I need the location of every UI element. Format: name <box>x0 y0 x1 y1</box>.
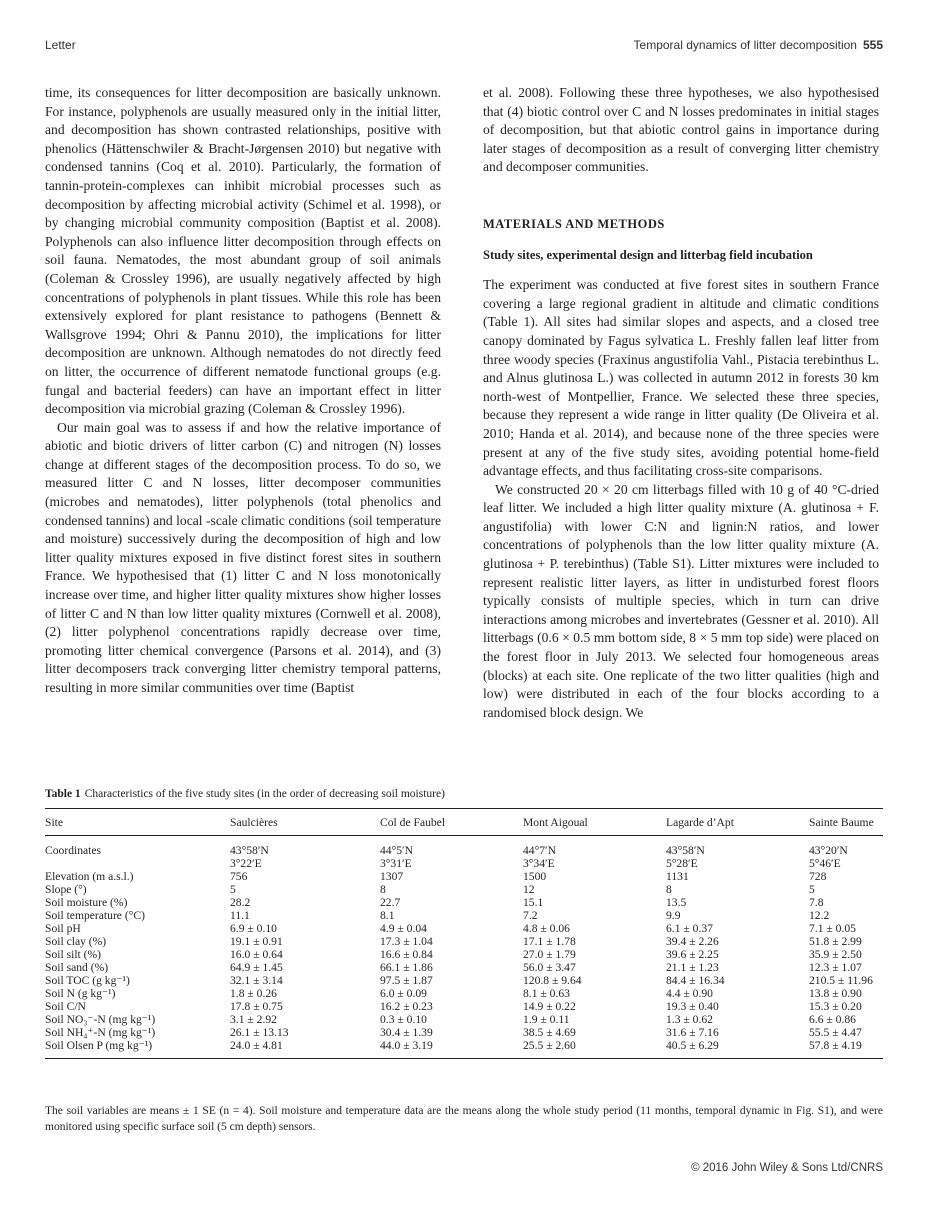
row-label: Slope (°) <box>45 883 87 896</box>
column-header: Mont Aigoual <box>523 809 666 836</box>
table-cell: 8.1 ± 0.63 <box>523 987 570 1000</box>
table-cell: 12.3 ± 1.07 <box>809 961 862 974</box>
table-cell: 44°5′N <box>380 844 413 857</box>
row-label: Elevation (m a.s.l.) <box>45 870 134 883</box>
table-cell: 56.0 ± 3.47 <box>523 961 576 974</box>
table-cell: 7.2 <box>523 909 538 922</box>
body-paragraph: The experiment was conducted at five forest sites in southern France covering a large regional gradient in altitude and climatic conditions (Table 1). All sites had similar slopes and aspects, and a closed tree canopy dominated by Fagus sylvatica L. Freshly fallen leaf litter from three woody species (Fraxinus angustifolia Vahl., Pistacia terebinthus L. and Alnus glutinosa L.) was collected in autumn 2012 in forests 30 km north-west of Montpellier, France. We selected these three species, because they represent a wide range in litter quality (De Oliveira et al. 2010; Handa et al. 2014), and because none of the three species were present at any of the five study sites, avoiding potential home-field advantage effects, and thus facilitating cross-site comparisons. <box>483 277 879 479</box>
table-cell: 31.6 ± 7.16 <box>666 1026 719 1039</box>
table-caption-text: Characteristics of the five study sites (in the order of decreasing soil moisture) <box>84 788 445 800</box>
table-cell: 6.0 ± 0.09 <box>380 987 427 1000</box>
table-row <box>45 961 883 974</box>
table-cell: 16.2 ± 0.23 <box>380 1000 433 1013</box>
table-cell: 17.3 ± 1.04 <box>380 935 433 948</box>
table-cell: 756 <box>230 870 248 883</box>
table-cell: 30.4 ± 1.39 <box>380 1026 433 1039</box>
table-cell: 57.8 ± 4.19 <box>809 1039 883 1059</box>
table-cell: 210.5 ± 11.96 <box>809 974 873 987</box>
table-cell: 26.1 ± 13.13 <box>230 1026 289 1039</box>
table-cell: 0.3 ± 0.10 <box>380 1013 427 1026</box>
table-cell: 27.0 ± 1.79 <box>523 948 576 961</box>
table-cell: 43°58′N <box>666 844 705 857</box>
journal-section-title: Temporal dynamics of litter decomposition <box>633 38 857 52</box>
table-row <box>45 909 883 922</box>
table-cell: 5°46′E <box>809 857 841 870</box>
table-row <box>45 1026 883 1039</box>
body-paragraph: time, its consequences for litter decomposition are basically unknown. For instance, polyphenols are usually measured only in the initial litter, and decomposition has shown contrasted relationships, positive with phenolics (Hättenschwiler & Bracht-Jørgensen 2010) but negative with condensed tannins (Coq et al. 2010). Particularly, the formation of tannin-protein-complexes can inhibit microbial processes such as decomposition by affecting microbial activity (Schimel et al. 1998), or by changing microbial community composition (Baptist et al. 2008). Polyphenols can also influence litter decomposition through effects on soil fauna. Nematodes, the most abundant group of soil animals (Coleman & Crossley 1996), are usually negatively affected by high concentrations of polyphenols in plant tissues. While this role has been extensively explored for plant resistance to pathogens (Bennett & Wallsgrove 1994; Ohri & Pannu 2010), the implications for litter decomposition are unknown. Although nematodes do not directly feed on litter, the occurrence of different nematode functional groups (e.g. fungal and bacterial feeders) can have an important effect in litter decomposition via microbial grazing (Coleman & Crossley 1996). <box>45 85 441 417</box>
table-cell: 17.8 ± 0.75 <box>230 1000 283 1013</box>
column-header: Lagarde d’Apt <box>666 809 809 836</box>
table-row <box>45 1013 883 1026</box>
table-cell: 1131 <box>666 870 689 883</box>
row-label: Soil silt (%) <box>45 948 102 961</box>
section-heading: MATERIALS AND METHODS <box>483 216 665 231</box>
left-column <box>45 84 441 698</box>
table-cell: 38.5 ± 4.69 <box>523 1026 576 1039</box>
table-row <box>45 987 883 1000</box>
row-label: Soil C/N <box>45 1000 86 1013</box>
body-paragraph: We constructed 20 × 20 cm litterbags filled with 10 g of 40 °C-dried leaf litter. We included a high litter quality mixture (A. glutinosa + F. angustifolia) with lower C:N and lignin:N ratios, and lower concentrations of polyphenols than the low litter quality mixture (A. glutinosa + P. terebinthus) (Table S1). Litter mixtures were included to represent realistic litter layers, as litter in undisturbed forest floors typically consists of multiple species, which in turn can drive interactions among microbes and invertebrates (Gessner et al. 2010). All litterbags (0.6 × 0.5 mm bottom side, 8 × 5 mm top side) were placed on the forest floor in July 2013. We selected four homogeneous areas (blocks) at each site. One replicate of the two litter qualities (high and low) were distributed in each of the four blocks according to a randomised block design. We <box>483 481 879 720</box>
table-row <box>45 883 883 896</box>
table-row <box>45 896 883 909</box>
table-cell: 39.4 ± 2.26 <box>666 935 719 948</box>
table-row <box>45 870 883 883</box>
table-cell: 25.5 ± 2.60 <box>523 1039 666 1059</box>
table-cell: 6.1 ± 0.37 <box>666 922 713 935</box>
table-cell: 1307 <box>380 870 404 883</box>
right-column <box>483 84 879 722</box>
table-row <box>45 1000 883 1013</box>
table-cell: 55.5 ± 4.47 <box>809 1026 862 1039</box>
table-cell: 15.1 <box>523 896 544 909</box>
table-cell: 8 <box>380 883 386 896</box>
table-cell: 7.8 <box>809 896 824 909</box>
table-row <box>45 857 883 870</box>
table-header-row <box>45 809 883 836</box>
table-cell: 43°58′N <box>230 844 269 857</box>
table-cell: 22.7 <box>380 896 401 909</box>
table-row <box>45 836 883 858</box>
table-row <box>45 948 883 961</box>
table-caption <box>45 788 445 800</box>
column-header: Site <box>45 809 230 836</box>
row-label: Coordinates <box>45 844 102 857</box>
row-label: Soil clay (%) <box>45 935 107 948</box>
table-cell: 4.9 ± 0.04 <box>380 922 427 935</box>
table-cell: 39.6 ± 2.25 <box>666 948 719 961</box>
table-cell: 6.9 ± 0.10 <box>230 922 277 935</box>
table-cell: 5°28′E <box>666 857 698 870</box>
body-paragraph: Our main goal was to assess if and how the relative importance of abiotic and biotic drivers of litter carbon (C) and nitrogen (N) losses change at different stages of the decomposition process. To do so, we measured litter C and N losses, litter decomposer communities (microbes and nematodes), litter polyphenols (total phenolics and condensed tannins) and local -scale climatic conditions (soil temperature and moisture) successively during the decomposition of high and low litter quality mixtures exposed in five distinct forest sites in southern France. We hypothesised that (1) litter C and N loss monotonically increase over time, and higher litter quality mixtures show higher losses of litter C and N than low litter quality mixtures (Cornwell et al. 2008), (2) litter polyphenol concentrations rapidly decrease over time, promoting litter chemical convergence (Parsons et al. 2014), and (3) litter decomposers track converging litter chemistry temporal patterns, resulting in more similar communities over time (Baptist <box>45 419 441 695</box>
subsection-heading: Study sites, experimental design and litterbag field incubation <box>483 247 813 262</box>
table-cell: 1.3 ± 0.62 <box>666 1013 713 1026</box>
table-cell: 12.2 <box>809 909 830 922</box>
table-cell: 32.1 ± 3.14 <box>230 974 283 987</box>
row-label: Soil NO₃⁻-N (mg kg⁻¹) <box>45 1013 156 1026</box>
row-label: Soil temperature (°C) <box>45 909 145 922</box>
row-label: Soil Olsen P (mg kg⁻¹) <box>45 1039 230 1059</box>
table-cell: 11.1 <box>230 909 250 922</box>
row-label: Soil NH₄⁺-N (mg kg⁻¹) <box>45 1026 156 1039</box>
table-cell: 28.2 <box>230 896 251 909</box>
column-header: Col de Faubel <box>380 809 523 836</box>
table-cell: 8.1 <box>380 909 395 922</box>
table-cell: 3.1 ± 2.92 <box>230 1013 277 1026</box>
row-label: Soil N (g kg⁻¹) <box>45 987 116 1000</box>
table-cell: 21.1 ± 1.23 <box>666 961 719 974</box>
table-cell: 3°22′E <box>230 857 262 870</box>
table-row <box>45 1039 883 1059</box>
table-cell: 24.0 ± 4.81 <box>230 1039 380 1059</box>
table-cell: 17.1 ± 1.78 <box>523 935 576 948</box>
table-cell: 84.4 ± 16.34 <box>666 974 725 987</box>
table-cell: 44.0 ± 3.19 <box>380 1039 523 1059</box>
column-header: Sainte Baume <box>809 809 883 836</box>
table-cell: 8 <box>666 883 672 896</box>
table-cell: 51.8 ± 2.99 <box>809 935 862 948</box>
table-cell: 4.4 ± 0.90 <box>666 987 713 1000</box>
table-cell: 66.1 ± 1.86 <box>380 961 433 974</box>
running-header-right <box>634 38 883 52</box>
table-cell: 16.6 ± 0.84 <box>380 948 433 961</box>
table-cell: 15.3 ± 0.20 <box>809 1000 862 1013</box>
table-cell: 19.1 ± 0.91 <box>230 935 283 948</box>
table-cell: 14.9 ± 0.22 <box>523 1000 576 1013</box>
table-footnote: The soil variables are means ± 1 SE (n = 4). Soil moisture and temperature data are the means along the whole study period (11 months, temporal dynamic in Fig. S1), and were monitored using specific surface soil (5 cm depth) sensors. <box>45 1105 883 1133</box>
table-cell: 3°34′E <box>523 857 555 870</box>
table-cell: 1.9 ± 0.11 <box>523 1013 570 1026</box>
table-cell: 97.5 ± 1.87 <box>380 974 433 987</box>
table-cell: 40.5 ± 6.29 <box>666 1039 809 1059</box>
table-cell: 13.8 ± 0.90 <box>809 987 862 1000</box>
site-characteristics-table <box>45 808 883 1059</box>
row-label: Soil sand (%) <box>45 961 109 974</box>
table-cell: 7.1 ± 0.05 <box>809 922 856 935</box>
table-cell: 728 <box>809 870 827 883</box>
table-cell: 16.0 ± 0.64 <box>230 948 283 961</box>
table-cell: 43°20′N <box>809 844 848 857</box>
table-row <box>45 922 883 935</box>
column-header: Saulcières <box>230 809 380 836</box>
table-cell: 5 <box>809 883 815 896</box>
table-cell: 5 <box>230 883 236 896</box>
table-row <box>45 974 883 987</box>
table-cell: 120.8 ± 9.64 <box>523 974 582 987</box>
table-row <box>45 935 883 948</box>
table-cell: 44°7′N <box>523 844 556 857</box>
table-cell: 35.9 ± 2.50 <box>809 948 862 961</box>
table-cell: 3°31′E <box>380 857 412 870</box>
table-cell: 13.5 <box>666 896 687 909</box>
table-cell: 6.6 ± 0.86 <box>809 1013 856 1026</box>
row-label: Soil pH <box>45 922 81 935</box>
copyright-footer: © 2016 John Wiley & Sons Ltd/CNRS <box>691 1162 883 1174</box>
table-label: Table 1 <box>45 788 81 800</box>
table-cell: 1.8 ± 0.26 <box>230 987 277 1000</box>
body-paragraph: et al. 2008). Following these three hypotheses, we also hypothesised that (4) biotic control over C and N losses predominates in initial stages of decomposition, but that abiotic control gains in importance during later stages of decomposition as a result of converging litter chemistry and decomposer communities. <box>483 85 879 175</box>
table-cell: 9.9 <box>666 909 681 922</box>
row-label: Soil moisture (%) <box>45 896 128 909</box>
running-header-left: Letter <box>45 38 76 52</box>
table-cell: 1500 <box>523 870 547 883</box>
table-cell: 4.8 ± 0.06 <box>523 922 570 935</box>
row-label <box>45 857 230 870</box>
table-cell: 64.9 ± 1.45 <box>230 961 283 974</box>
table-cell: 19.3 ± 0.40 <box>666 1000 719 1013</box>
page-number: 555 <box>862 38 883 52</box>
row-label: Soil TOC (g kg⁻¹) <box>45 974 130 987</box>
table-cell: 12 <box>523 883 535 896</box>
